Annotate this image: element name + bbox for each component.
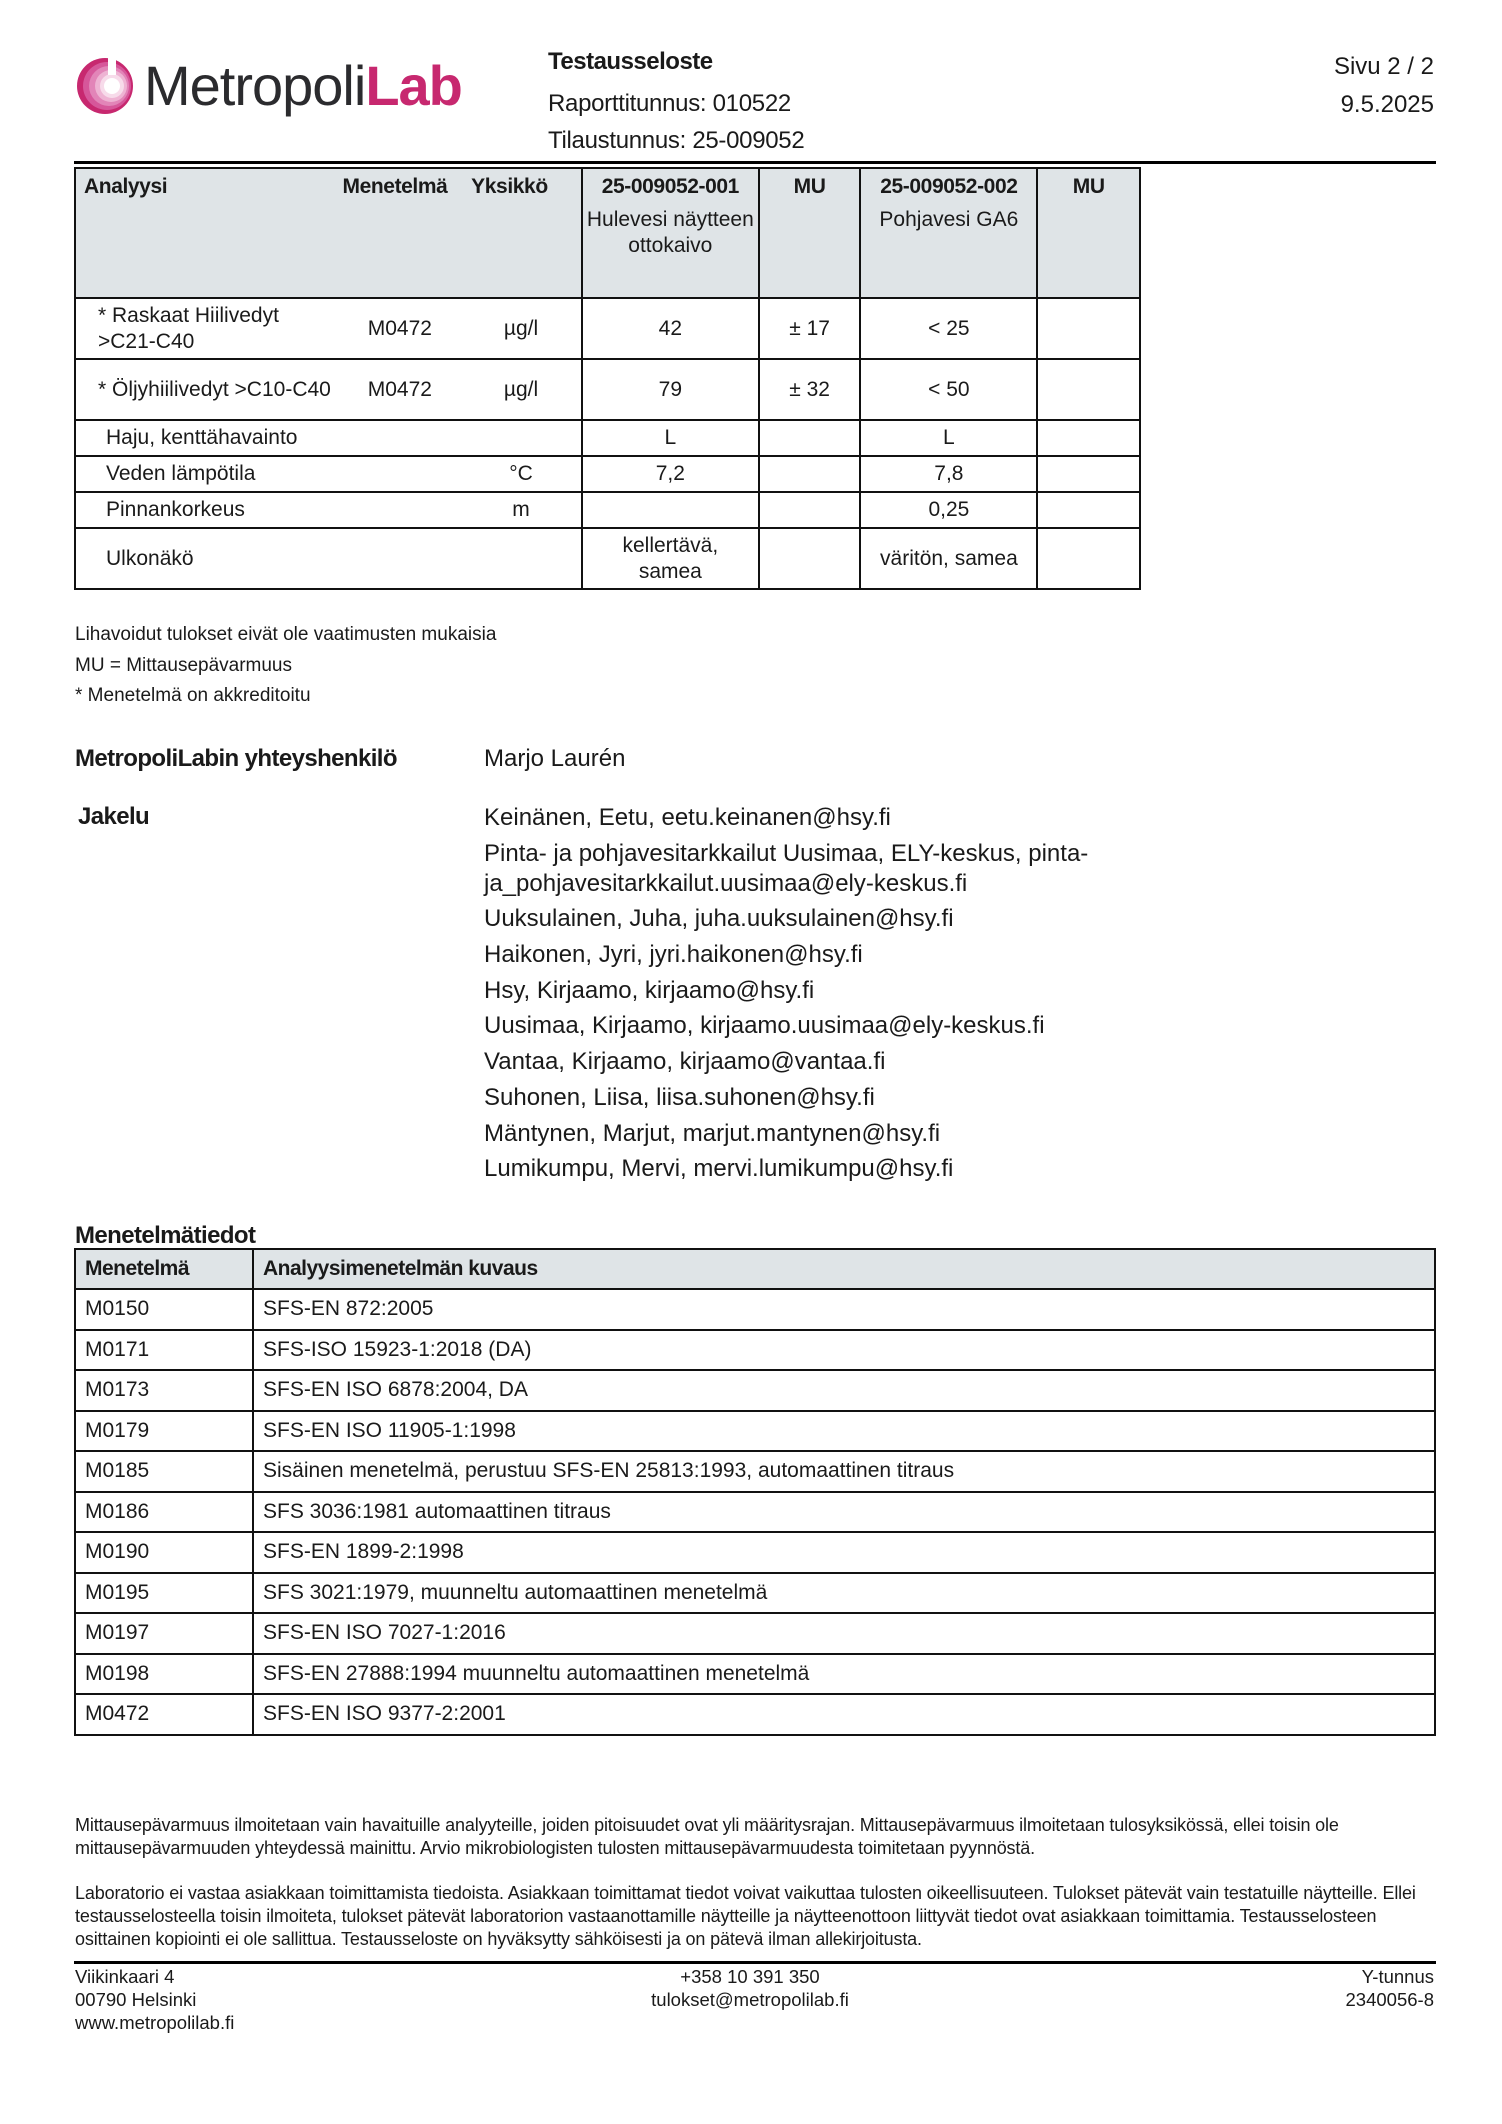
list-item: Vantaa, Kirjaamo, kirjaamo@vantaa.fi [484,1048,886,1076]
list-item: Mäntynen, Marjut, marjut.mantynen@hsy.fi [484,1119,941,1147]
sample2-mu [1037,359,1140,420]
sample1-mu [759,420,861,456]
analysis-name: * Raskaat Hiilivedyt >C21-C40 [75,298,338,359]
methods-section-title: Menetelmätiedot [75,1222,256,1249]
analysis-method [338,456,461,492]
method-code: M0195 [75,1573,253,1614]
method-description: SFS-EN ISO 7027-1:2016 [253,1613,1435,1654]
logo-wordmark [144,54,462,117]
sample2-value: < 25 [860,298,1037,359]
analysis-name: Pinnankorkeus [75,492,338,528]
sample1-mu [759,528,861,589]
analysis-unit: µg/l [461,359,582,420]
table-row [75,1654,1435,1695]
method-description: SFS-EN ISO 6878:2004, DA [253,1370,1435,1411]
analysis-method [338,492,461,528]
method-code: M0185 [75,1451,253,1492]
col-method: Menetelmä [338,168,461,298]
method-code: M0179 [75,1411,253,1452]
method-code: M0198 [75,1654,253,1695]
table-row [75,1411,1435,1452]
footer-business-id [1346,1965,1434,2011]
method-description: Sisäinen menetelmä, perustuu SFS-EN 25813:1993, automaattinen titraus [253,1451,1435,1492]
address-city: 00790 Helsinki [75,1989,197,2010]
analysis-name: Veden lämpötila [75,456,338,492]
sample1-mu [759,492,861,528]
table-row [75,456,1140,492]
sample1-id: 25-009052-001 [601,175,739,198]
sample2-description: Pohjavesi GA6 [879,208,1019,231]
col-mu1: MU [759,168,861,298]
analysis-unit: µg/l [461,298,582,359]
document-title: Testausseloste [548,48,713,75]
sample1-value: 79 [582,359,759,420]
sample2-value: 7,8 [860,456,1037,492]
results-header-row [75,168,1140,298]
header-divider [74,161,1436,164]
table-row [75,1613,1435,1654]
sample1-mu [759,456,861,492]
report-id: Raporttitunnus: 010522 [548,90,791,117]
sample2-mu [1037,298,1140,359]
footer-address [75,1965,234,2034]
distribution-label: Jakelu [78,803,150,830]
contact-person-label: MetropoliLabin yhteyshenkilö [75,745,397,772]
table-row [75,1289,1435,1330]
col-sample1 [582,168,759,298]
analysis-name: Haju, kenttähavainto [75,420,338,456]
table-row [75,1694,1435,1735]
logo-text-main: Metropoli [144,54,366,117]
contact-person-name: Marjo Laurén [484,745,626,772]
list-item: Pinta- ja pohjavesitarkkailut Uusimaa, ELY-keskus, pinta-ja_pohjavesitarkkailut.uusimaa@ely-keskus.fi [484,839,1089,897]
table-row [75,492,1140,528]
phone-number: +358 10 391 350 [680,1966,820,1987]
list-item: Haikonen, Jyri, jyri.haikonen@hsy.fi [484,941,863,969]
table-row [75,1492,1435,1533]
address-street: Viikinkaari 4 [75,1966,175,1987]
method-code: M0186 [75,1492,253,1533]
analysis-name: Ulkonäkö [75,528,338,589]
sample2-value: L [860,420,1037,456]
method-code: M0173 [75,1370,253,1411]
method-description: SFS-EN 27888:1994 muunneltu automaattinen menetelmä [253,1654,1435,1695]
col-mu2: MU [1037,168,1140,298]
email-link[interactable]: tulokset@metropolilab.fi [651,1989,849,2010]
laboratory-disclaimer: Laboratorio ei vastaa asiakkaan toimittamista tiedoista. Asiakkaan toimittamat tiedot voivat vaikuttaa tulosten oikeellisuuteen. Tulokset pätevät vain testatuille näytteille. Ellei testausselosteella toisin ilmoiteta, tulokset pätevät laboratorion vastaanottamille näytteille ja näytteenottoon liittyvät tiedot ovat asiakkaan toimittamia. Testausselosteen osittainen kopiointi ei ole sallittua. Testausseloste on hyväksytty sähköisesti ja on pätevä ilman allekirjoitusta. [75,1883,1416,1949]
table-row [75,1370,1435,1411]
logo-text-accent: Lab [365,54,462,117]
col-sample2 [860,168,1037,298]
website-link[interactable]: www.metropolilab.fi [75,2012,235,2033]
analysis-method: M0472 [338,359,461,420]
note-bold-results: Lihavoidut tulokset eivät ole vaatimusten mukaisia [75,624,497,645]
sample1-mu: ± 32 [759,359,861,420]
results-table [74,167,1141,590]
list-item: Lumikumpu, Mervi, mervi.lumikumpu@hsy.fi [484,1155,954,1183]
list-item: Uusimaa, Kirjaamo, kirjaamo.uusimaa@ely-keskus.fi [484,1012,1045,1040]
method-code: M0150 [75,1289,253,1330]
list-item: Suhonen, Liisa, liisa.suhonen@hsy.fi [484,1083,875,1111]
table-row [75,420,1140,456]
analysis-unit [461,528,582,589]
table-row [75,528,1140,589]
note-accredited: * Menetelmä on akkreditoitu [75,685,311,706]
business-id-value: 2340056-8 [1345,1989,1434,2010]
sample1-value: 7,2 [582,456,759,492]
sample1-value: L [582,420,759,456]
sample1-mu: ± 17 [759,298,861,359]
order-id: Tilaustunnus: 25-009052 [548,127,805,154]
sample2-value: väritön, samea [860,528,1037,589]
analysis-method: M0472 [338,298,461,359]
method-code: M0197 [75,1613,253,1654]
business-id-label: Y-tunnus [1361,1966,1434,1987]
list-item: Uuksulainen, Juha, juha.uuksulainen@hsy.fi [484,905,954,933]
analysis-method [338,528,461,589]
method-description: SFS-EN 872:2005 [253,1289,1435,1330]
method-description: SFS-ISO 15923-1:2018 (DA) [253,1330,1435,1371]
sample2-mu [1037,528,1140,589]
method-description: SFS 3021:1979, muunneltu automaattinen menetelmä [253,1573,1435,1614]
method-description: SFS-EN ISO 9377-2:2001 [253,1694,1435,1735]
col-method-code: Menetelmä [75,1249,253,1289]
sample2-mu [1037,492,1140,528]
list-item: Keinänen, Eetu, eetu.keinanen@hsy.fi [484,804,891,831]
distribution-list [484,803,1164,1190]
method-code: M0171 [75,1330,253,1371]
footer-contact [540,1965,960,2011]
uncertainty-disclaimer: Mittausepävarmuus ilmoitetaan vain havaituille analyyteille, joiden pitoisuudet ovat yli määritysrajan. Mittausepävarmuus ilmoitetaan tulosyksikössä, ellei toisin ole mittausepävarmuuden yhteydessä mainittu. Arvio mikrobiologisten tulosten mittausepävarmuudesta toimitetaan pyynnöstä. [75,1815,1339,1858]
table-row [75,359,1140,420]
col-analysis: Analyysi [75,168,338,298]
metropolilab-logo-icon [74,55,136,117]
analysis-unit: m [461,492,582,528]
table-row [75,1573,1435,1614]
sample2-mu [1037,456,1140,492]
sample2-value: < 50 [860,359,1037,420]
method-description: SFS 3036:1981 automaattinen titraus [253,1492,1435,1533]
sample1-value: kellertävä, samea [582,528,759,589]
sample1-value: 42 [582,298,759,359]
list-item: Hsy, Kirjaamo, kirjaamo@hsy.fi [484,976,815,1004]
table-row [75,1451,1435,1492]
company-logo [74,54,462,118]
note-mu-definition: MU = Mittausepävarmuus [75,654,292,676]
report-date: 9.5.2025 [1340,91,1434,118]
methods-header-row [75,1249,1435,1289]
method-code: M0472 [75,1694,253,1735]
analysis-unit [461,420,582,456]
sample1-description: Hulevesi näytteenottokaivo [586,208,754,257]
col-method-description: Analyysimenetelmän kuvaus [253,1249,1435,1289]
sample2-value: 0,25 [860,492,1037,528]
table-row [75,298,1140,359]
analysis-method [338,420,461,456]
sample2-id: 25-009052-002 [880,175,1018,198]
col-unit: Yksikkö [461,168,582,298]
method-description: SFS-EN 1899-2:1998 [253,1532,1435,1573]
page-info [1334,48,1434,124]
table-row [75,1330,1435,1371]
analysis-unit: °C [461,456,582,492]
sample2-mu [1037,420,1140,456]
method-description: SFS-EN ISO 11905-1:1998 [253,1411,1435,1452]
page-number: Sivu 2 / 2 [1333,53,1434,80]
sample1-value [582,492,759,528]
footer-divider [74,1961,1436,1964]
method-code: M0190 [75,1532,253,1573]
methods-table [74,1248,1436,1736]
analysis-name: * Öljyhiilivedyt >C10-C40 [75,359,338,420]
table-row [75,1532,1435,1573]
table-notes [75,620,496,712]
